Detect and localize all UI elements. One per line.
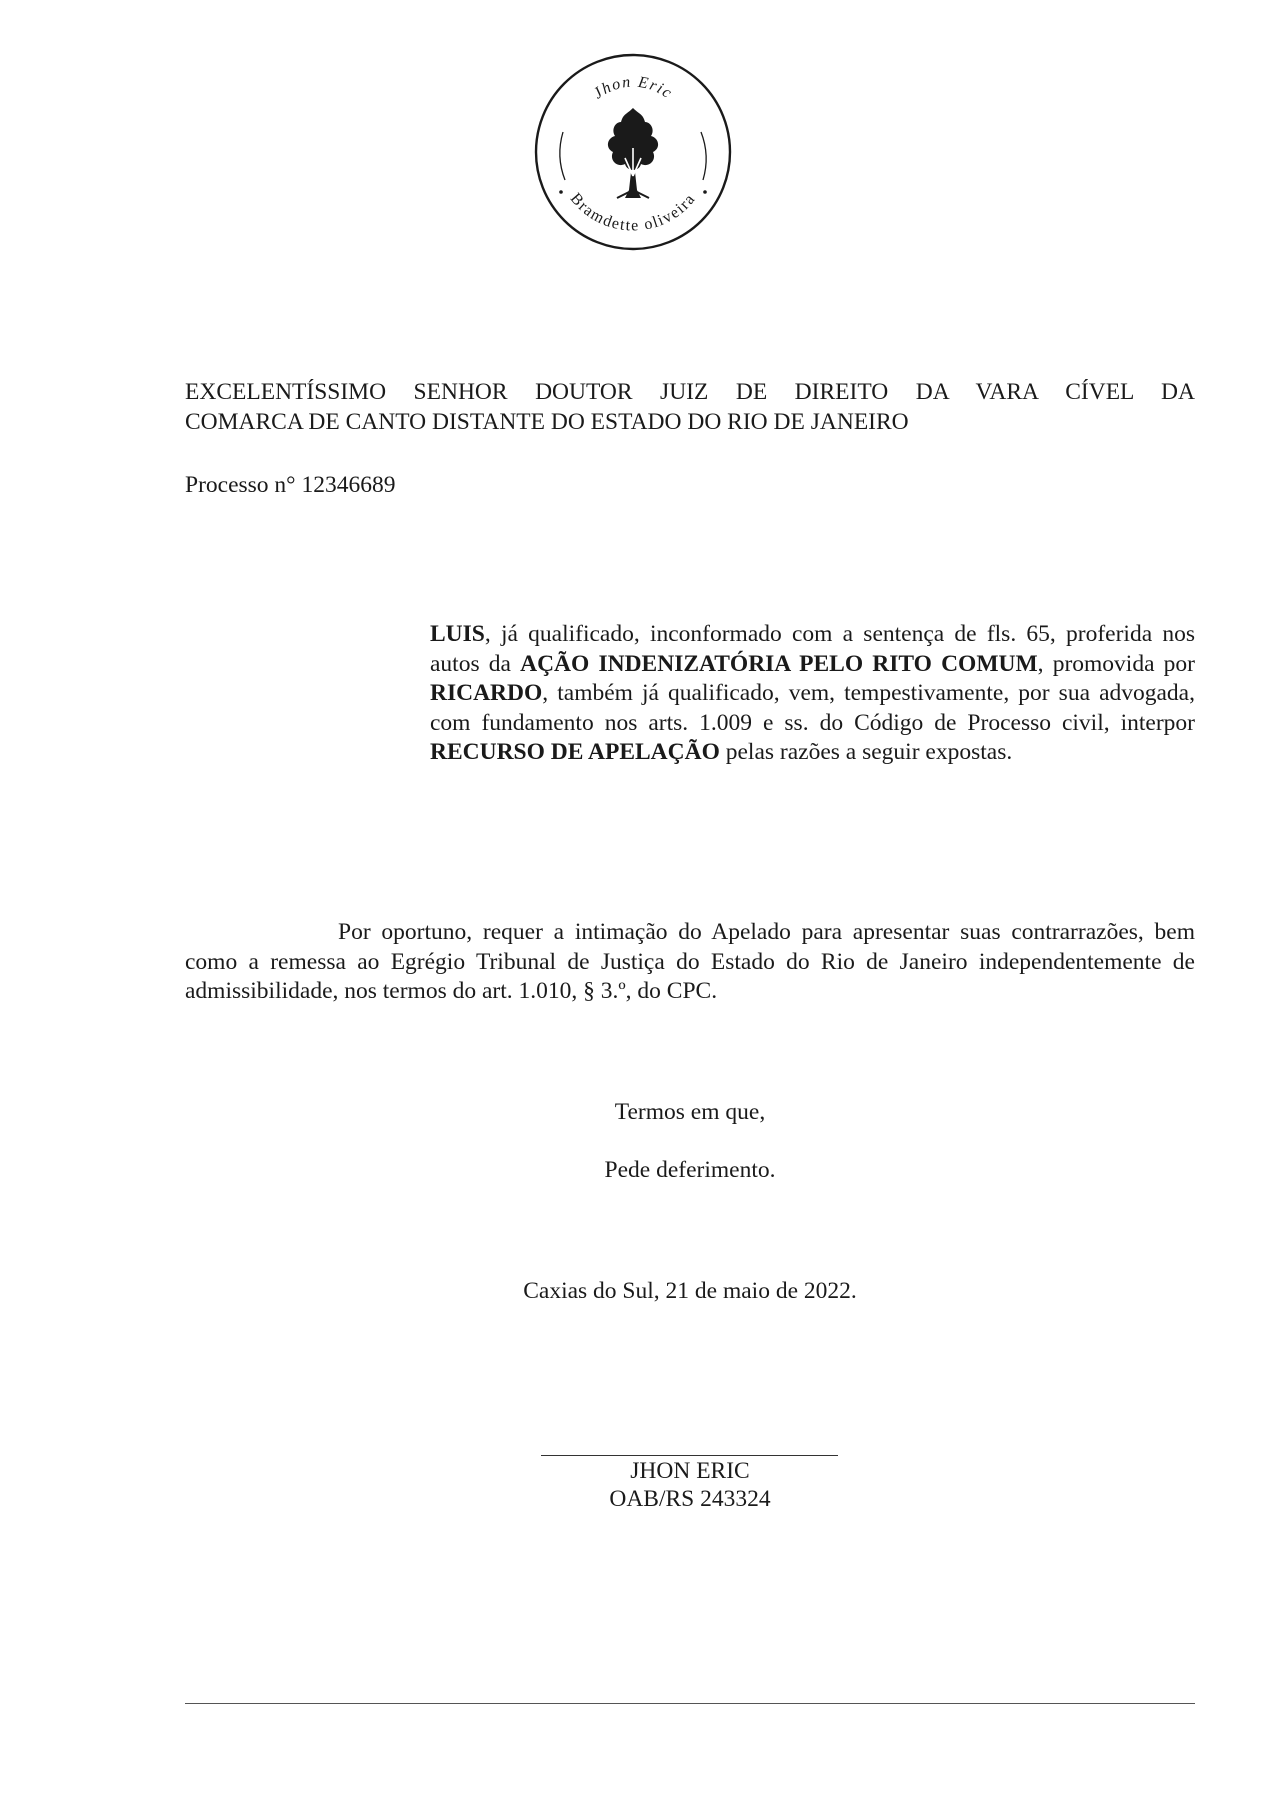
intro-text-4: pelas razões a seguir expostas. bbox=[719, 739, 1013, 765]
action-name: AÇÃO INDENIZATÓRIA PELO RITO COMUM bbox=[520, 650, 1038, 677]
signature-oab: OAB/RS 243324 bbox=[609, 1486, 771, 1512]
intro-text-1: , já qualificado, inconformado com a sentença de fls. 65, proferida nos autos da bbox=[430, 621, 1195, 677]
closing-line-1: Termos em que, bbox=[614, 1099, 766, 1125]
signature-line bbox=[541, 1455, 838, 1456]
tree-icon bbox=[608, 108, 658, 198]
process-number: Processo n° 12346689 bbox=[185, 472, 396, 498]
appellee-name: RICARDO bbox=[430, 680, 543, 706]
signature-name: JHON ERIC bbox=[630, 1458, 750, 1484]
intro-text-3: , também já qualificado, vem, tempestivamente, por sua advogada, com fundamento nos arts. 1.009 e ss. do Código de Processo civil, interpor bbox=[430, 680, 1195, 736]
footer-divider bbox=[185, 1703, 1195, 1704]
place-date: Caxias do Sul, 21 de maio de 2022. bbox=[523, 1278, 857, 1304]
appellant-name: LUIS bbox=[430, 621, 485, 647]
intro-text-2: , promovida por bbox=[1037, 650, 1195, 677]
intro-paragraph bbox=[430, 620, 1195, 768]
logo-seal bbox=[533, 52, 733, 252]
appeal-name: RECURSO DE APELAÇÃO bbox=[430, 739, 720, 765]
request-paragraph: Por oportuno, requer a intimação do Apelado para apresentar suas contrarrazões, bem como a remessa ao Egrégio Tribunal de Justiça do Estado do Rio de Janeiro independentemente de admissibilidade, nos termos do art. 1.010, § 3.º, do CPC. bbox=[185, 919, 1195, 1004]
closing-line-2: Pede deferimento. bbox=[604, 1157, 776, 1183]
logo-bottom-text: Bramdette oliveira bbox=[566, 190, 700, 235]
logo-top-text: Jhon Eric bbox=[590, 73, 676, 103]
addressee-line-2: COMARCA DE CANTO DISTANTE DO ESTADO DO RIO DE JANEIRO bbox=[185, 408, 909, 435]
addressee-line-1: EXCELENTÍSSIMO SENHOR DOUTOR JUIZ DE DIREITO DA VARA CÍVEL DA bbox=[185, 379, 1195, 405]
addressee-block bbox=[185, 378, 1195, 437]
